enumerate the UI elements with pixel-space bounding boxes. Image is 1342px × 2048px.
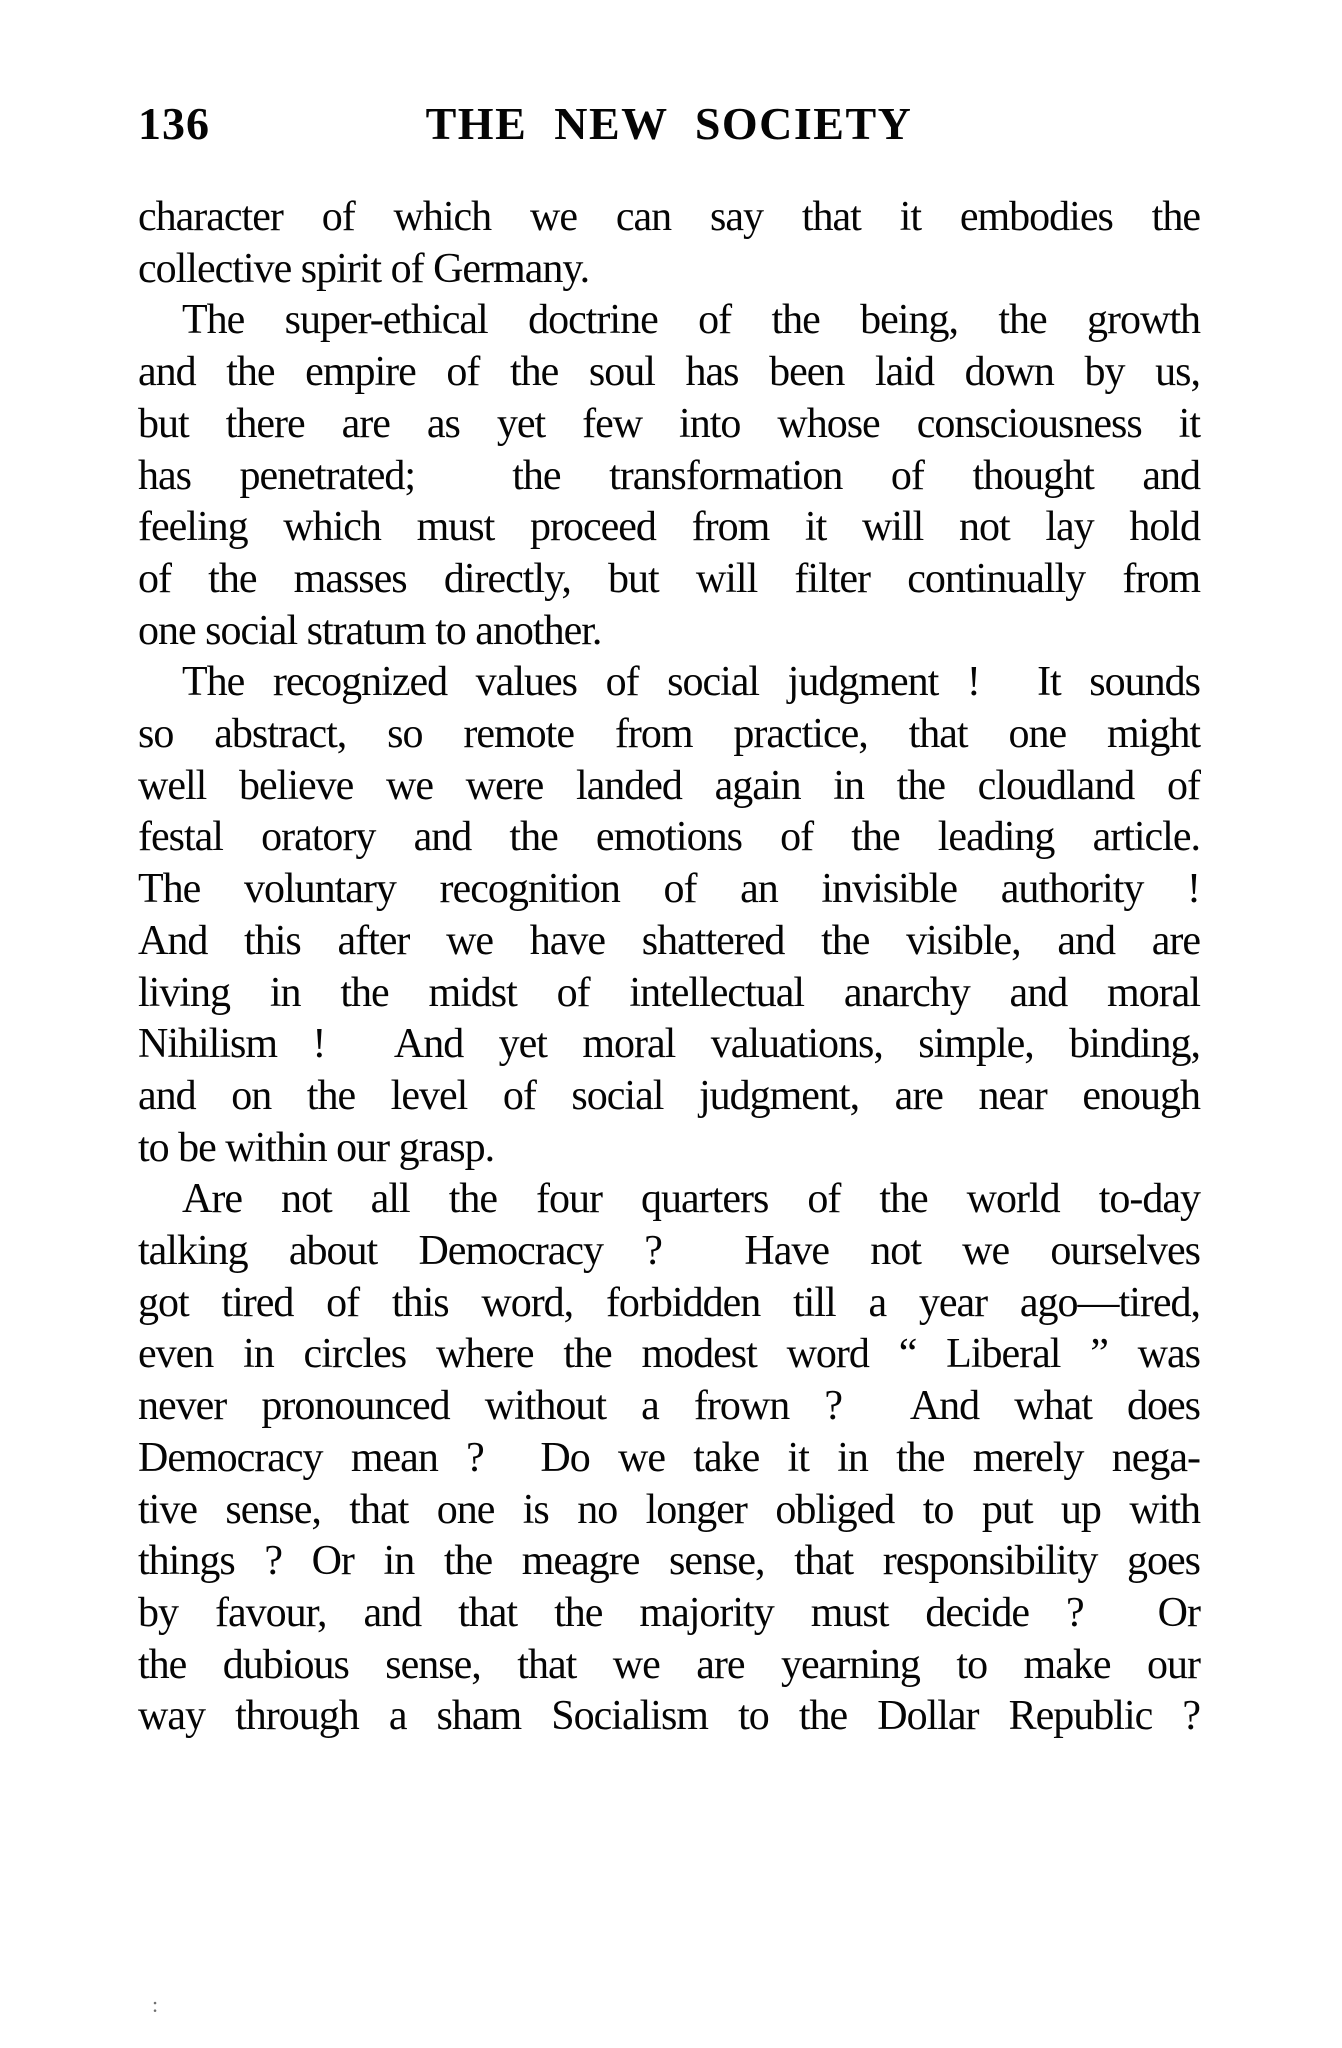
- text-line: tive sense, that one is no longer obliged to put up with: [138, 1486, 1200, 1533]
- text-line: The super-ethical doctrine of the being, the growth: [182, 297, 1200, 344]
- text-line: the dubious sense, that we are yearning to make our: [138, 1641, 1200, 1688]
- text-line: festal oratory and the emotions of the leading article.: [138, 814, 1200, 861]
- text-line: And this after we have shattered the visible, and are: [138, 917, 1200, 964]
- text-line: things ? Or in the meagre sense, that responsibility goes: [138, 1538, 1200, 1585]
- text-line: by favour, and that the majority must decide ? Or: [138, 1589, 1200, 1636]
- text-line: one social stratum to another.: [138, 607, 602, 654]
- text-line: The voluntary recognition of an invisible authority !: [138, 866, 1200, 913]
- page-number: 136: [138, 98, 210, 149]
- text-line: to be within our grasp.: [138, 1124, 495, 1171]
- text-line: Democracy mean ? Do we take it in the merely nega-: [138, 1434, 1200, 1481]
- text-line: Nihilism ! And yet moral valuations, simple, binding,: [138, 1021, 1200, 1068]
- text-line: of the masses directly, but will filter continually from: [138, 555, 1200, 602]
- text-line: well believe we were landed again in the cloudland of: [138, 762, 1200, 809]
- text-line: and on the level of social judgment, are near enough: [138, 1072, 1200, 1119]
- text-line: feeling which must proceed from it will not lay hold: [138, 504, 1200, 551]
- text-line: and the empire of the soul has been laid down by us,: [138, 349, 1200, 396]
- text-line: never pronounced without a frown ? And what does: [138, 1383, 1200, 1430]
- text-line: The recognized values of social judgment ! It sounds: [182, 659, 1200, 706]
- text-line: way through a sham Socialism to the Dollar Republic ?: [138, 1693, 1200, 1740]
- text-line: has penetrated; the transformation of thought and: [138, 452, 1200, 499]
- text-line: but there are as yet few into whose consciousness it: [138, 400, 1200, 447]
- text-line: Are not all the four quarters of the world to-day: [182, 1176, 1200, 1223]
- page-header: [0, 100, 1342, 152]
- text-line: talking about Democracy ? Have not we ourselves: [138, 1228, 1200, 1275]
- text-line: so abstract, so remote from practice, that one might: [138, 711, 1200, 758]
- scan-artifact: :: [152, 1992, 159, 2017]
- text-line: living in the midst of intellectual anarchy and moral: [138, 969, 1200, 1016]
- text-line: got tired of this word, forbidden till a year ago—tired,: [138, 1279, 1200, 1326]
- text-line: even in circles where the modest word “ Liberal ” was: [138, 1331, 1200, 1378]
- body-text: [138, 192, 1200, 1743]
- running-title: THE NEW SOCIETY: [425, 98, 913, 149]
- text-line: character of which we can say that it embodies the: [138, 194, 1200, 240]
- text-line: collective spirit of Germany.: [138, 245, 590, 292]
